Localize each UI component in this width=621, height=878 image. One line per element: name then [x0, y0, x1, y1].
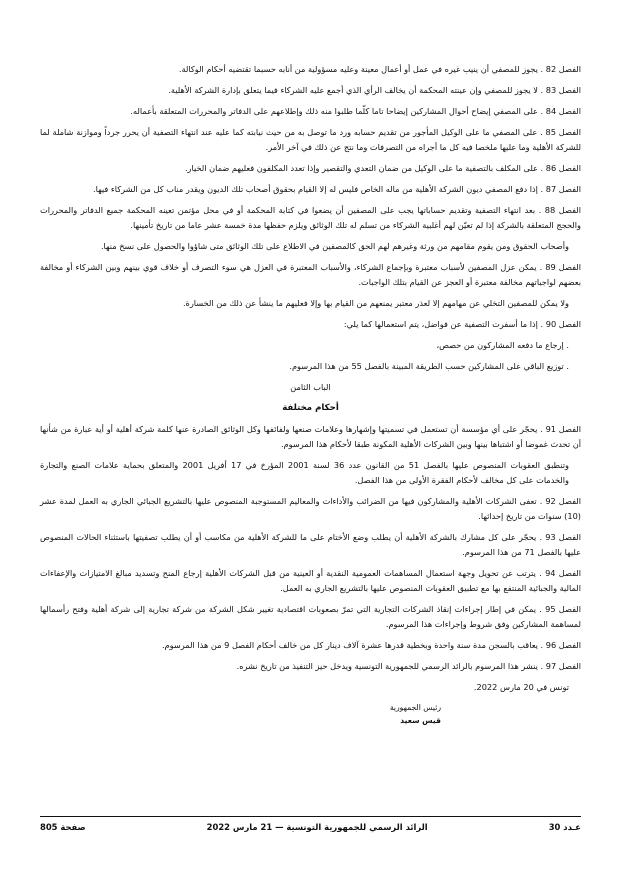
article-95: الفصل 95 . يمكن في إطار إجراءات إنقاذ الشركات التجارية التي تمرّ بصعوبات اقتصادية تغيير شكل الشركة من شركة تجارية إلى شركة أهلية وفتح رأسمالها لمساهمة المشاركين وفق شروط وإجراءات هذا المرسوم. [40, 604, 581, 629]
article-96: الفصل 96 . يعاقب بالسجن مدة سنة واحدة وبخطية قدرها عشرة آلاف دينار كل من خالف أحكام الفصل 9 من هذا المرسوم. [162, 640, 581, 650]
footer-page-number: صفحة 805 [40, 822, 86, 832]
article-92: الفصل 92 . تعفى الشركات الأهلية والمشاركون فيها من الضرائب والأداءات والمعاليم المستوجبة المنصوص عليها بالتشريع الجبائي الجاري به العمل لمدة عشر (10) سنوات من تاريخ إحداثها. [40, 496, 581, 521]
article-83: الفصل 83 . لا يجوز للمصفي وإن عينته المحكمة أن يخالف الرأي الذي أجمع عليه الشركاء فيما يتعلق بإدارة الشركة الأهلية. [168, 85, 581, 95]
article-88-continuation: وأصحاب الحقوق ومن يقوم مقامهم من ورثة وغيرهم لهم الحق كالمصفين في الاطلاع على تلك الوثائق متى شاؤوا والحصول على نسخ منها. [100, 241, 569, 251]
article-89-continuation: ولا يمكن للمصفين التخلي عن مهامهم إلا لعذر معتبر يمنعهم من القيام بها وإلا فعليهم ما ينشأ عن ذلك من الخسارة. [182, 298, 569, 308]
footer-divider [40, 816, 581, 817]
signature-name: قيس سعيد [400, 716, 441, 725]
footer-issue-number: عـدد 30 [548, 822, 581, 832]
article-93: الفصل 93 . يحجّر على كل مشارك بالشركة الأهلية أن يطلب وضع الأختام على ما للشركة الأهلية من مكاسب أو أن يطلب تصفيتها باستثناء الحالات المنصوص عليها بالفصل 71 من هذا المرسوم. [40, 532, 581, 557]
article-91: الفصل 91 . يحجّر على أي مؤسسة أن تستعمل في تسميتها وإشهارها وعلامات صنعها ولفائفها وكل الوثائق الصادرة عنها كلمة شركة أهلية أو أية عبارة من شأنها أن تحدث غموضا أو اشتباها بينها وبين الشركات الأهلية المكونة طبقا لأحكام هذا المرسوم. [40, 424, 581, 449]
article-86: الفصل 86 . على المكلف بالتصفية ما على الوكيل من ضمان التعدي والتقصير وإذا تعدد المكلفون فعليهم ضمان الخيار. [184, 163, 581, 173]
page-footer [40, 822, 581, 832]
footer-publication: الرائد الرسمي للجمهورية التونسية — 21 مارس 2022 [206, 822, 428, 832]
chapter-label: الباب الثامن [290, 382, 331, 392]
article-90-item: . توزيع الباقي على المشاركين حسب الطريقة المبينة بالفصل 55 من هذا المرسوم. [289, 361, 569, 371]
article-90: الفصل 90 . إذا ما أسفرت التصفية عن فواضل، يتم استعمالها كما يلي: [343, 319, 581, 329]
article-91-continuation: وتنطبق العقوبات المنصوص عليها بالفصل 51 من القانون عدد 36 لسنة 2001 المؤرخ في 17 أفريل 2001 والمتعلق بحماية علامات الصنع والتجارة والخدمات على كل مخالف لأحكام الفقرة الأولى من هذا الفصل. [40, 460, 569, 485]
date-line: تونس في 20 مارس 2022. [473, 682, 569, 692]
article-90-item: . إرجاع ما دفعه المشاركون من حصص، [436, 340, 569, 350]
article-94: الفصل 94 . يترتب عن تحويل وجهة استعمال المساهمات العمومية النقدية أو العينية من قبل الشركات الأهلية إرجاع المنح وتسديد مبالغ الامتيازات والإعفاءات المالية والجبائية المنتفع بها مع تطبيق العقوبات المنصوص عليها بالتشريع الجاري به العمل. [40, 568, 581, 593]
article-89: الفصل 89 . يمكن عزل المصفين لأسباب معتبرة وبإجماع الشركاء، والأسباب المعتبرة في العزل هي سوء التصرف أو خلاف قوي بينهم وبين الشركاء أو مخالفة بعضهم لواجباتهم مخالفة معتبرة أو العجز عن القيام بتلك الواجبات. [40, 262, 581, 287]
article-82: الفصل 82 . يجوز للمصفي أن ينيب غيره في عمل أو أعمال معينة وعليه مسؤولية من أنابه حسبما تقتضيه أحكام الوكالة. [178, 64, 581, 74]
article-87: الفصل 87 . إذا دفع المصفي ديون الشركة الأهلية من ماله الخاص فليس له إلا القيام بحقوق أصحاب تلك الديون ويقدر مناب كل من الشركاء فيها. [93, 184, 581, 194]
article-84: الفصل 84 . على المصفي إيضاح أحوال المشاركين إيضاحا تاما كلّما طلبوا منه ذلك وإطلاعهم على الدفاتر والمحررات المتعلقة بأعماله. [130, 106, 581, 116]
article-88: الفصل 88 . بعد انتهاء التصفية وتقديم حساباتها يجب على المصفين أن يضعوا في كتابة المحكمة أو في محل مؤتمن تعينه المحكمة جميع الدفاتر والمحررات والحجج المتعلقة بالشركة إذا لم تعيّن لهم أغلبية الشركاء من تسلم له تلك الوثائق ويلزم حفظها مدة خمسة عشر عاما من تاريخ تأمينها. [40, 205, 581, 230]
chapter-title: أحكام مختلفة [282, 403, 339, 413]
signature-title: رئيس الجمهورية [389, 703, 441, 712]
signature-block [40, 701, 441, 727]
article-85: الفصل 85 . على المصفي ما على الوكيل المأجور من تقديم حسابه ورد ما توصل به من حيث نيابته كما عليه عند انتهاء التصفية أن يحرر جرداً وموازنة شاملة لما للشركة الأهلية وما عليها ملخصا فيه كل ما أجراه من التصرفات وما نتج عن ذلك في آخر الأمر. [40, 127, 581, 152]
page-body [40, 62, 581, 727]
article-97: الفصل 97 . ينشر هذا المرسوم بالرائد الرسمي للجمهورية التونسية ويدخل حيز التنفيذ من تاريخ نشره. [236, 661, 581, 671]
